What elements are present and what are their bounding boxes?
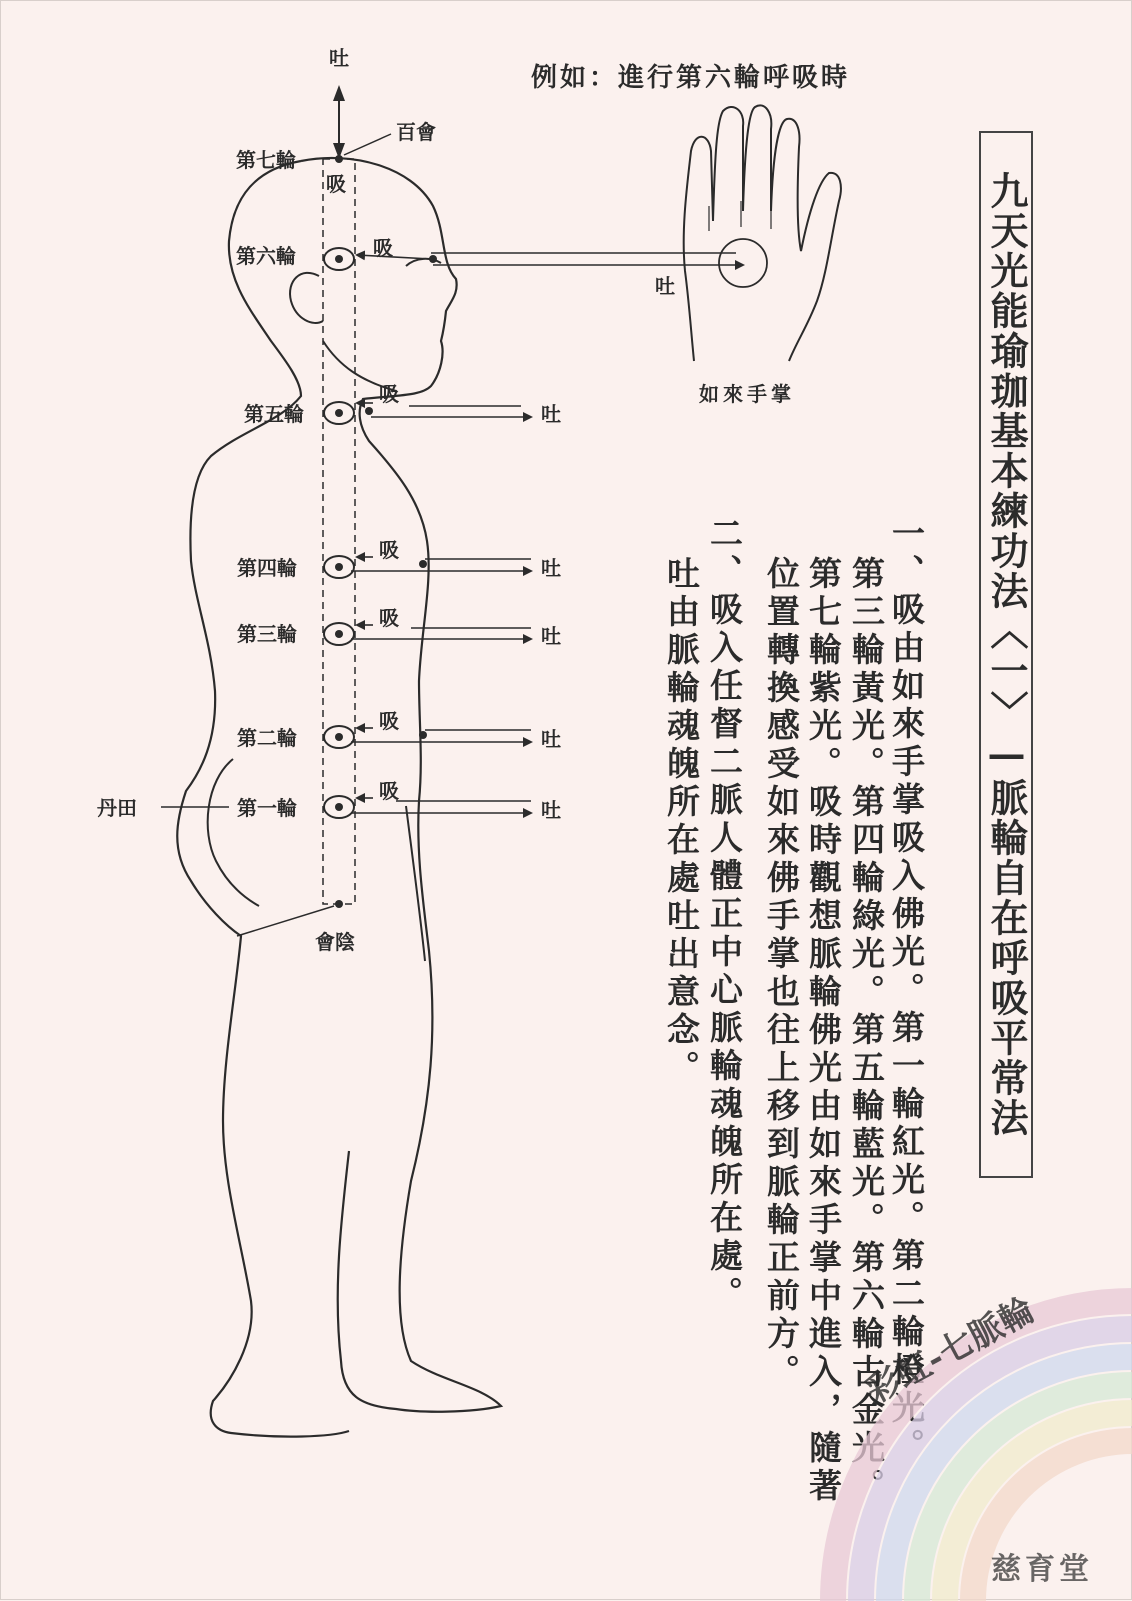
item1-line3: 第七輪紫光。吸時觀想脈輪佛光由如來手掌中進入，隨著	[804, 556, 843, 1506]
chakra-5-inhale: 吸	[379, 382, 399, 406]
main-title: 九天光能瑜珈基本練功法〈一〉—脈輪自在呼吸平常法	[979, 131, 1033, 1178]
item1-line1: 一、吸由如來手掌吸入佛光。第一輪紅光。第二輪橙光。	[887, 516, 926, 1466]
top-exhale-label: 吐	[329, 46, 349, 70]
buddha-hand	[684, 105, 841, 406]
ear	[290, 273, 323, 323]
hand-caption: 如來手掌	[699, 382, 795, 406]
huiyin-label: 會陰	[315, 930, 355, 954]
chakra-3	[237, 606, 561, 648]
item2-line2: 吐由脈輪魂魄所在處吐出意念。	[662, 556, 701, 1088]
chakra-4	[237, 538, 561, 580]
chakra-1	[97, 779, 561, 822]
chakra-2-exhale: 吐	[541, 727, 561, 751]
chakra-4-exhale: 吐	[541, 556, 561, 580]
chakra-1-exhale: 吐	[541, 798, 561, 822]
chakra-6	[236, 236, 743, 298]
item1-line2: 第三輪黃光。第四輪綠光。第五輪藍光。第六輪古金光。	[847, 556, 886, 1506]
chakra-6-label: 第六輪	[236, 244, 296, 268]
buttock-line	[208, 759, 259, 906]
chakra-5-exhale: 吐	[541, 402, 561, 426]
chakra-1-label: 第一輪	[237, 796, 297, 820]
chakra-4-label: 第四輪	[237, 556, 297, 580]
chakra-6-inhale: 吸	[373, 236, 393, 260]
chakra-4-inhale: 吸	[379, 538, 399, 562]
example-caption: 例如：進行第六輪呼吸時	[531, 63, 851, 93]
item2-line1: 二、吸入任督二脈人體正中心脈輪魂魄所在處。	[705, 516, 744, 1314]
baihui-label: 百會	[396, 120, 436, 144]
chakra-2-inhale: 吸	[379, 709, 399, 733]
chakra-7-inhale: 吸	[326, 172, 346, 196]
chakra-breathing-diagram	[1, 1, 1132, 1601]
watermark-text: 彩虹-七脈輪	[859, 1290, 1041, 1412]
body-outline	[301, 158, 501, 1412]
brand-watermark: 慈育堂	[991, 1552, 1093, 1587]
chakra-1-inhale: 吸	[379, 779, 399, 803]
chakra-7-label: 第七輪	[236, 148, 296, 172]
chakra-2-label: 第二輪	[237, 726, 297, 750]
chakra-3-inhale: 吸	[379, 606, 399, 630]
item1-line4: 位置轉換感受如來佛手掌也往上移到脈輪正前方。	[762, 556, 801, 1392]
chakra-3-exhale: 吐	[541, 624, 561, 648]
chakra-5-label: 第五輪	[244, 402, 304, 426]
chakra-3-label: 第三輪	[237, 622, 297, 646]
chakra-5	[244, 382, 561, 426]
dantian-label: 丹田	[97, 796, 137, 820]
chakra-2	[237, 709, 561, 751]
chakra-6-exhale: 吐	[655, 274, 675, 298]
